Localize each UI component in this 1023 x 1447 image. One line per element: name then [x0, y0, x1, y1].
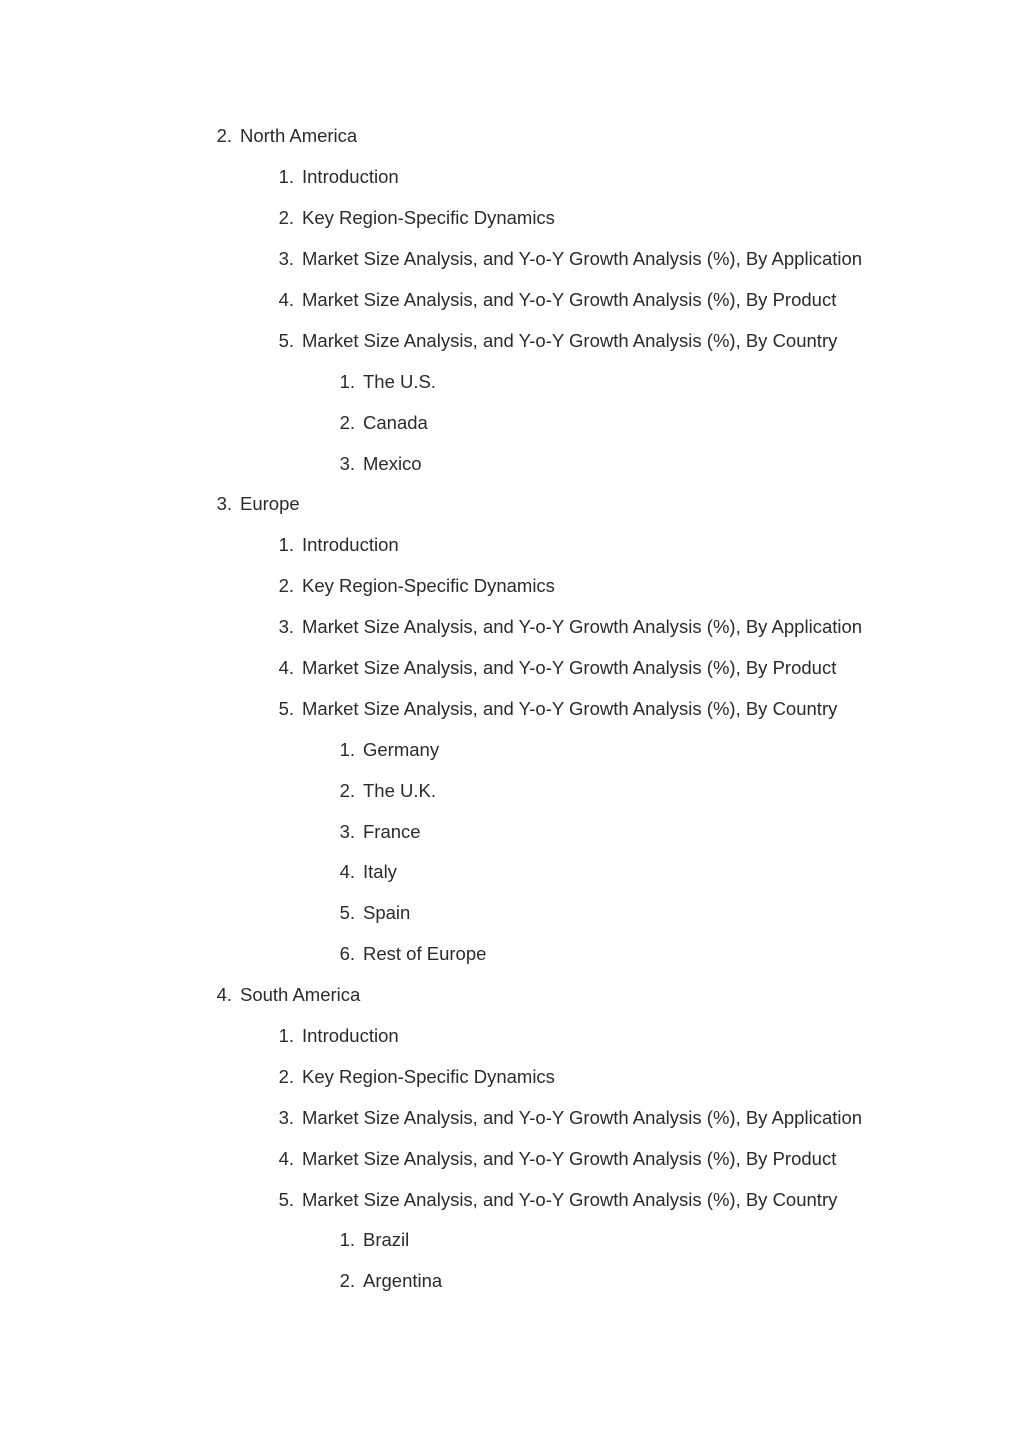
list-item	[0, 648, 1023, 689]
list-item	[0, 198, 1023, 239]
list-item-label: Introduction	[302, 166, 399, 188]
list-item-label: Key Region-Specific Dynamics	[302, 575, 555, 597]
list-number: 3.	[339, 820, 355, 842]
list-number: 2.	[278, 207, 294, 229]
list-number: 1.	[339, 738, 355, 760]
list-number: 5.	[278, 1188, 294, 1210]
list-item	[0, 607, 1023, 648]
list-number: 1.	[278, 1025, 294, 1047]
country-item	[0, 770, 1023, 811]
list-item	[0, 688, 1023, 729]
list-item-label: Market Size Analysis, and Y-o-Y Growth Analysis (%), By Product	[302, 289, 837, 310]
country-label: Argentina	[363, 1270, 443, 1292]
list-item	[0, 1179, 1023, 1220]
list-item-label: Key Region-Specific Dynamics	[302, 1065, 555, 1087]
country-item	[0, 1261, 1023, 1302]
list-number: 1.	[339, 1229, 355, 1251]
country-item	[0, 811, 1023, 852]
list-item-label: Market Size Analysis, and Y-o-Y Growth Analysis (%), By Application	[302, 248, 863, 270]
list-item	[0, 566, 1023, 607]
list-item	[0, 157, 1023, 198]
list-item	[0, 1097, 1023, 1138]
section-label: North America	[240, 125, 358, 147]
list-number: 5.	[278, 697, 294, 719]
country-label: Rest of Europe	[363, 943, 487, 965]
list-number: 2.	[339, 411, 355, 433]
list-item-label: Market Size Analysis, and Y-o-Y Growth Analysis (%), By Product	[302, 657, 837, 679]
list-item	[0, 280, 1023, 321]
list-item	[0, 1138, 1023, 1179]
country-label: Canada	[363, 411, 428, 433]
country-label: The U.S.	[363, 370, 436, 392]
list-number: 3.	[278, 1106, 294, 1128]
list-number: 4.	[339, 861, 355, 883]
country-item	[0, 934, 1023, 975]
list-number: 3.	[278, 616, 294, 638]
list-number: 3.	[278, 248, 294, 270]
country-item	[0, 893, 1023, 934]
list-item	[0, 239, 1023, 280]
country-label: France	[363, 820, 421, 842]
list-number: 2.	[339, 779, 355, 801]
country-item	[0, 361, 1023, 402]
list-item-label: Market Size Analysis, and Y-o-Y Growth Analysis (%), By Application	[302, 1106, 863, 1128]
list-number: 1.	[278, 166, 294, 188]
list-number: 1.	[339, 370, 355, 392]
section-label: South America	[240, 984, 361, 1006]
list-number: 1.	[278, 534, 294, 556]
list-item	[0, 1056, 1023, 1097]
list-number: 6.	[339, 943, 355, 965]
country-label: Germany	[363, 738, 440, 760]
list-number: 2.	[216, 125, 232, 147]
country-label: Spain	[363, 902, 411, 924]
country-item	[0, 729, 1023, 770]
list-item-label: Key Region-Specific Dynamics	[302, 207, 555, 229]
list-item	[0, 525, 1023, 566]
list-item	[0, 320, 1023, 361]
country-label: Brazil	[363, 1229, 410, 1251]
list-number: 4.	[278, 1147, 294, 1169]
list-item-label: Introduction	[302, 534, 399, 556]
list-item-label: Market Size Analysis, and Y-o-Y Growth Analysis (%), By Country	[302, 1188, 838, 1210]
section-label: Europe	[240, 493, 300, 515]
section-heading	[0, 484, 1023, 525]
list-number: 2.	[278, 575, 294, 597]
list-number: 2.	[278, 1065, 294, 1087]
list-item-label: Introduction	[302, 1025, 399, 1047]
country-label: The U.K.	[363, 779, 436, 801]
document-page	[0, 116, 1023, 1302]
list-item-label: Market Size Analysis, and Y-o-Y Growth Analysis (%), By Country	[302, 329, 838, 351]
list-number: 2.	[339, 1270, 355, 1292]
list-number: 4.	[278, 289, 294, 310]
list-item-label: Market Size Analysis, and Y-o-Y Growth Analysis (%), By Application	[302, 616, 863, 638]
list-item-label: Market Size Analysis, and Y-o-Y Growth Analysis (%), By Product	[302, 1147, 837, 1169]
list-number: 5.	[278, 329, 294, 351]
list-number: 4.	[216, 984, 232, 1006]
list-number: 4.	[278, 657, 294, 679]
country-label: Mexico	[363, 452, 422, 474]
section-heading	[0, 975, 1023, 1016]
list-number: 3.	[216, 493, 232, 515]
country-item	[0, 443, 1023, 484]
list-item	[0, 1016, 1023, 1057]
list-item-label: Market Size Analysis, and Y-o-Y Growth Analysis (%), By Country	[302, 697, 838, 719]
country-item	[0, 852, 1023, 893]
list-number: 5.	[339, 902, 355, 924]
list-number: 3.	[339, 452, 355, 474]
country-item	[0, 402, 1023, 443]
section-heading	[0, 116, 1023, 157]
country-item	[0, 1220, 1023, 1261]
country-label: Italy	[363, 861, 397, 883]
